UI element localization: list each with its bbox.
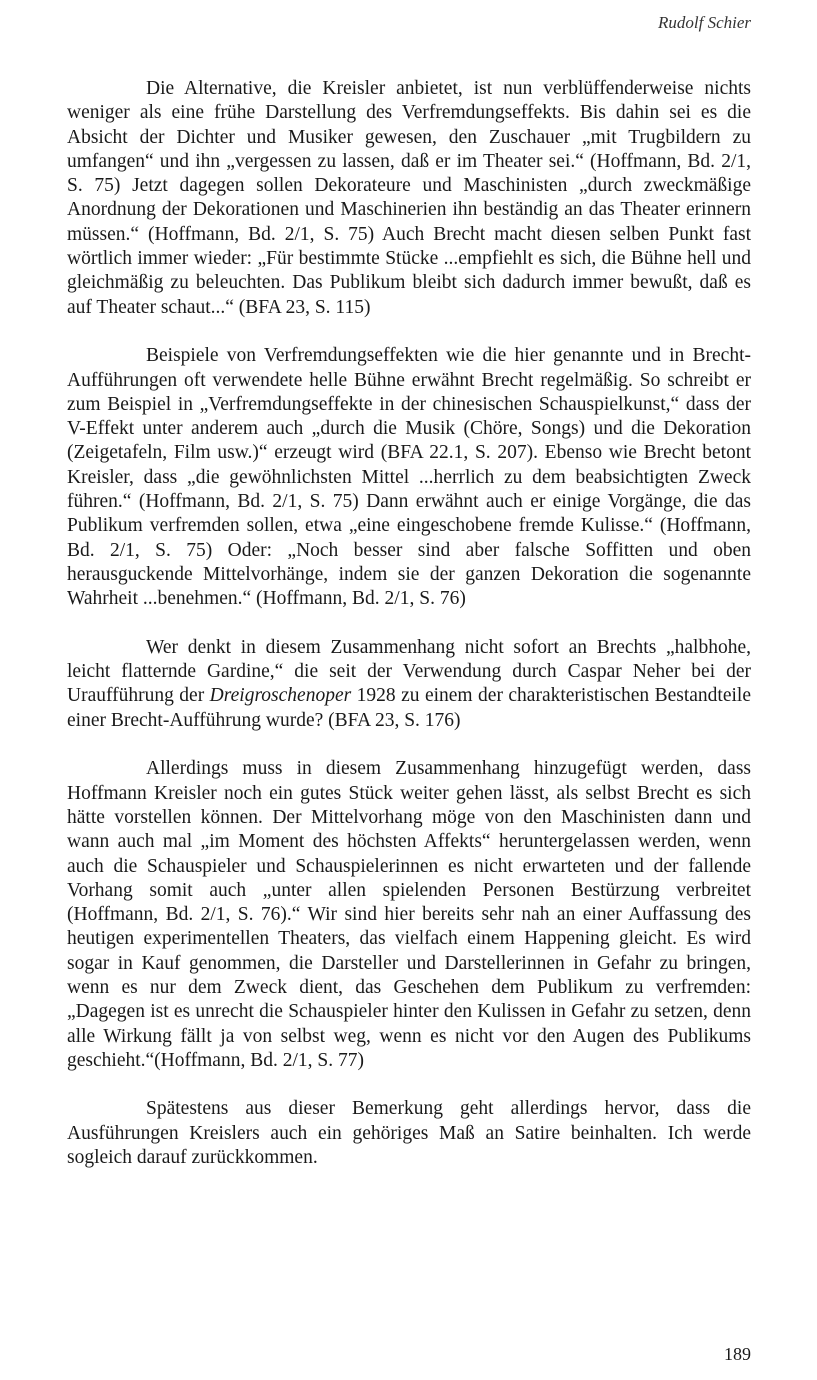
- paragraph-text: Wer denkt in diesem Zusammenhang nicht sofort an Brechts „halbhohe, leicht flatternde Gardine,“ die seit der Verwendung durch Caspar Neher bei der Uraufführung der: [67, 636, 751, 707]
- paragraph: [67, 77, 751, 320]
- italic-title: Dreigroschenoper: [209, 685, 352, 707]
- paragraph-text: Allerdings muss in diesem Zusammenhang hinzugefügt werden, dass Hoffmann Kreisler noch ein gutes Stück weiter gehen lässt, als selbst Brecht es sich hätte vorstellen können. Der Mittelvorhang möge von den Maschinisten dann und wann auch mal „im Moment des höchsten Affekts“ heruntergelassen werden, wenn auch die Schauspieler und Schauspielerinnen es nicht erwarteten und der fallende Vorhang somit auch „unter allen spielenden Personen Bestürzung verbreitet (Hoffmann, Bd. 2/1, S. 76).“ Wir sind hier bereits sehr nah an einer Auffassung des heutigen experimentellen Theaters, das vielfach einem Happening gleicht. Es wird sogar in Kauf genommen, die Darsteller und Darstellerinnen in Gefahr zu bringen, wenn es nur dem Zweck dient, das Geschehen dem Publikum zu verfremden: „Dagegen ist es unrecht die Schauspieler hinter den Kulissen in Gefahr zu setzen, denn alle Wirkung fällt ja von selbst weg, wenn es nicht vor den Augen des Publikums geschieht.“(Hoffmann, Bd. 2/1, S. 77): [67, 758, 751, 1071]
- paragraph: [67, 1097, 751, 1170]
- paragraph: [67, 757, 751, 1073]
- running-head-author: Rudolf Schier: [657, 13, 751, 32]
- paragraph-text: Die Alternative, die Kreisler anbietet, ist nun verblüffenderweise nichts weniger als eine frühe Darstellung des Verfremdungseffekts. Bis dahin sei es die Absicht der Dichter und Musiker gewesen, den Zuschauer „mit Trugbildern zu umfangen“ und ihn „vergessen zu lassen, daß er im Theater sei.“ (Hoffmann, Bd. 2/1, S. 75) Jetzt dagegen sollen Dekorateure und Maschinisten „durch zweckmäßige Anordnung der Dekorationen und Maschinerien ihn beständig an das Theater erinnern müssen.“ (Hoffmann, Bd. 2/1, S. 75) Auch Brecht macht diesen selben Punkt fast wörtlich immer wieder: „Für bestimmte Stücke ...empfiehlt es sich, die Bühne hell und gleichmäßig zu beleuchten. Das Publikum bleibt sich dadurch immer bewußt, daß es auf Theater schaut...“ (BFA 23, S. 115): [67, 78, 751, 318]
- page-number: 189: [724, 1344, 751, 1364]
- paragraph-text: Beispiele von Verfremdungseffekten wie die hier genannte und in Brecht-Aufführungen oft verwendete helle Bühne erwähnt Brecht regelmäßig. So schreibt er zum Beispiel in „Verfremdungseffekte in der chinesischen Schauspielkunst,“ dass der V-Effekt unter anderem auch „durch die Musik (Chöre, Songs) und die Dekoration (Zeigetafeln, Film usw.)“ erzeugt wird (BFA 22.1, S. 207). Ebenso wie Brecht betont Kreisler, dass „die gewöhnlichsten Mittel ...herrlich zu dem beabsichtigten Zweck führen.“ (Hoffmann, Bd. 2/1, S. 75) Dann erwähnt auch er einige Vorgänge, die das Publikum verfremden sollen, etwa „eine eingeschobene fremde Kulisse.“ (Hoffmann, Bd. 2/1, S. 75) Oder: „Noch besser sind aber falsche Soffitten und oben herausguckende Mittelvorhänge, indem sie der ganzen Dekoration die sogenannte Wahrheit ...benehmen.“ (Hoffmann, Bd. 2/1, S. 76): [67, 345, 751, 610]
- paragraph: [67, 344, 751, 611]
- body-text: [67, 77, 751, 1170]
- paragraph: [67, 636, 751, 733]
- paragraph-text: Spätestens aus dieser Bemerkung geht allerdings hervor, dass die Ausführungen Kreislers auch ein gehöriges Maß an Satire beinhalten. Ich werde sogleich darauf zurückkommen.: [67, 1098, 751, 1169]
- paragraph-text: 1928 zu einem der charakteristischen Bestandteile einer Brecht-Aufführung wurde? (BFA 23, S. 176): [67, 685, 751, 731]
